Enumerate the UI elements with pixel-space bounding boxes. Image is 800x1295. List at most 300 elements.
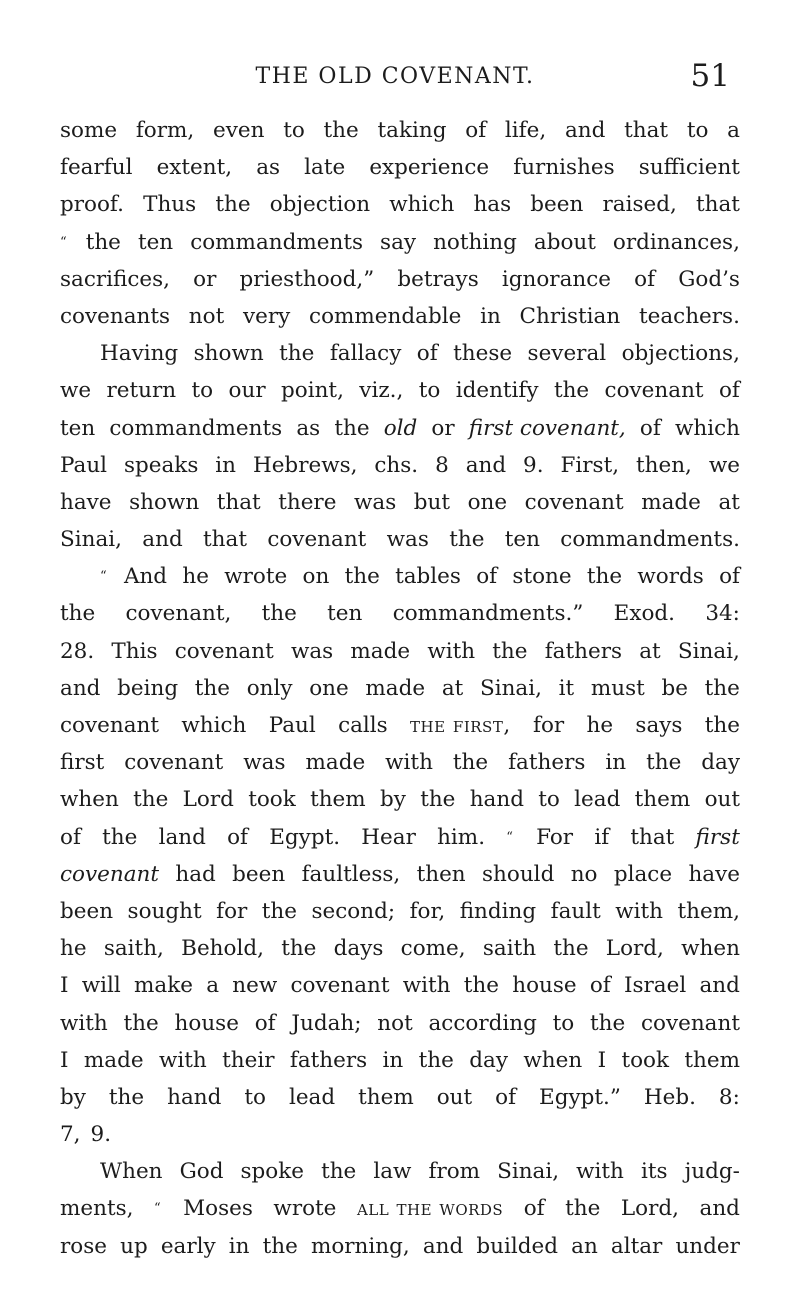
word: fearful — [60, 155, 133, 181]
word: when — [523, 1047, 583, 1073]
word: commandments.” — [392, 601, 584, 627]
word: and — [699, 973, 740, 999]
word: with — [427, 638, 476, 664]
word: lead — [288, 1084, 336, 1110]
text-line — [60, 186, 740, 223]
word: days — [333, 936, 384, 962]
word: them — [684, 1047, 740, 1073]
word: proof. — [60, 192, 124, 218]
word: day — [469, 1047, 508, 1073]
word: be — [661, 675, 688, 701]
word: first — [60, 750, 105, 776]
word: the — [553, 936, 589, 962]
word: and — [564, 118, 606, 143]
opening-quote-mark: “ — [60, 234, 67, 250]
word: of — [718, 378, 740, 404]
word: by — [379, 787, 406, 813]
word: When — [100, 1159, 163, 1185]
word: chs. — [374, 452, 419, 478]
word: Israel — [624, 973, 687, 999]
word: with — [402, 973, 451, 999]
word: the — [261, 898, 297, 924]
word: ten — [137, 229, 174, 255]
word: to — [552, 1010, 575, 1036]
word: then, — [636, 452, 692, 478]
word: the — [344, 564, 380, 590]
word: wrote — [224, 564, 288, 590]
word: God — [179, 1159, 224, 1185]
word: fathers — [544, 638, 623, 664]
word: early — [160, 1233, 216, 1259]
word: have — [688, 861, 740, 887]
word: it — [558, 675, 575, 701]
text-line — [60, 670, 740, 707]
word: with — [158, 1047, 207, 1073]
word: will — [81, 973, 121, 999]
word: saith — [482, 936, 537, 962]
word: the — [321, 1159, 357, 1185]
word: morning, — [310, 1233, 410, 1259]
word: priesthood,” — [239, 266, 375, 292]
word: the — [463, 973, 499, 999]
word: at — [639, 638, 661, 664]
word: day — [701, 750, 740, 776]
word: hand — [469, 787, 524, 813]
word: place — [613, 861, 673, 887]
word: tables — [395, 564, 461, 590]
word: the — [565, 1196, 601, 1222]
word: house — [174, 1010, 239, 1036]
word: ten — [327, 601, 363, 627]
word: them, — [677, 898, 740, 924]
word: Sinai, — [60, 527, 122, 553]
word: on — [302, 564, 330, 590]
word: says — [635, 713, 683, 738]
word: sought — [127, 898, 202, 924]
word: of — [465, 118, 487, 143]
word: made — [305, 750, 366, 776]
word: 9. — [90, 1122, 112, 1148]
word: under — [675, 1233, 740, 1259]
word: and — [422, 1233, 464, 1259]
page-number: 51 — [690, 58, 730, 94]
word: Judah; — [291, 1010, 362, 1036]
word: spoke — [240, 1159, 305, 1185]
text-line — [60, 521, 740, 558]
word: make — [134, 973, 193, 999]
word: had — [175, 861, 216, 887]
word: was — [353, 489, 397, 515]
word: Having — [100, 341, 179, 367]
word: with — [615, 898, 664, 924]
word: covenant — [174, 638, 274, 664]
word: identify — [455, 378, 539, 404]
text-line — [60, 261, 740, 298]
word: new — [232, 973, 278, 999]
word: Paul — [268, 713, 316, 738]
word: even — [213, 118, 265, 143]
word: ten — [60, 415, 96, 441]
text-line — [60, 1228, 740, 1265]
word: made — [641, 489, 701, 515]
opening-quote-mark: “ — [100, 569, 107, 585]
word: calls — [338, 713, 388, 738]
text-line — [60, 856, 740, 893]
small-caps-emphasis: all the words — [356, 1196, 504, 1222]
word: and — [60, 675, 101, 701]
word: made — [365, 675, 426, 701]
word: him. — [437, 824, 486, 850]
word: and — [699, 1196, 740, 1222]
word: 8: — [718, 1084, 740, 1110]
italic-emphasis: first covenant, — [468, 415, 626, 441]
word: was — [290, 638, 334, 664]
word: he — [182, 564, 209, 590]
word: builded — [476, 1233, 559, 1259]
word: of — [634, 266, 656, 292]
word: the — [85, 229, 121, 255]
word: commendable — [309, 303, 462, 329]
word: For — [536, 824, 574, 850]
word: I — [60, 1047, 69, 1073]
word: Exod. — [613, 601, 676, 627]
word: experience — [369, 155, 490, 181]
text-line — [60, 1079, 740, 1116]
word: Sinai, — [677, 638, 740, 664]
word: covenant — [524, 489, 624, 515]
word: 34: — [705, 601, 740, 627]
word: when — [60, 787, 119, 813]
text-line — [60, 484, 740, 521]
word: was — [243, 750, 286, 776]
text-line — [60, 744, 740, 781]
word: life, — [504, 118, 547, 143]
text-line — [60, 224, 740, 261]
word: as — [256, 155, 281, 181]
word: out — [436, 1084, 473, 1110]
word: Lord, — [605, 936, 664, 962]
word: the — [60, 601, 96, 627]
word: them — [310, 787, 366, 813]
word: some — [60, 118, 118, 143]
word: a — [727, 118, 740, 143]
word: judg- — [684, 1159, 740, 1185]
word: covenant — [124, 750, 224, 776]
word: the — [215, 192, 251, 218]
word: the — [589, 1010, 626, 1036]
word: 28. — [60, 638, 95, 664]
word: the — [334, 415, 370, 441]
word: 9. — [523, 452, 544, 478]
word: we — [60, 378, 92, 404]
word: the — [108, 1084, 145, 1110]
text-line — [60, 1116, 740, 1153]
word: ments, — [60, 1196, 134, 1222]
word: covenant — [604, 378, 704, 404]
word: in — [480, 303, 501, 329]
word: And — [123, 564, 168, 590]
word: the — [553, 378, 590, 404]
word: Egypt.” — [539, 1084, 621, 1110]
word: point, — [281, 378, 344, 404]
word: their — [222, 1047, 275, 1073]
word: only — [246, 675, 293, 701]
italic-emphasis: first — [695, 824, 740, 850]
word: form, — [135, 118, 195, 143]
word: viz., — [359, 378, 404, 404]
word: finding — [459, 898, 537, 924]
opening-quote-mark: “ — [153, 1201, 161, 1217]
word: should — [482, 861, 555, 887]
word: them — [358, 1084, 414, 1110]
italic-emphasis: covenant — [60, 861, 160, 887]
word: altar — [610, 1233, 663, 1259]
word: Sinai, — [497, 1159, 560, 1185]
word: its — [640, 1159, 668, 1185]
word: took — [248, 787, 296, 813]
word: raised, — [602, 192, 677, 218]
word: there — [278, 489, 337, 515]
word: extent, — [156, 155, 233, 181]
word: have — [60, 489, 112, 515]
word: that — [695, 192, 740, 218]
text-line — [60, 372, 740, 409]
word: the — [492, 638, 528, 664]
word: these — [453, 341, 513, 367]
word: the — [123, 1010, 159, 1036]
word: made — [350, 638, 411, 664]
word: second; — [311, 898, 396, 924]
text-line — [60, 967, 740, 1004]
word: and — [142, 527, 183, 553]
text-line — [60, 112, 740, 149]
word: commandments — [190, 229, 364, 255]
text-line — [60, 149, 740, 186]
text-line — [60, 1153, 740, 1190]
word: betrays — [397, 266, 479, 292]
word: covenant — [640, 1010, 740, 1036]
word: to — [686, 118, 709, 143]
word: of — [523, 1196, 545, 1222]
word: with — [576, 1159, 624, 1185]
word: Thus — [143, 192, 197, 218]
word: Egypt. — [269, 824, 341, 850]
word: several — [527, 341, 607, 367]
text-line — [60, 1005, 740, 1042]
word: the — [646, 750, 682, 776]
word: he — [586, 713, 614, 738]
word: to — [538, 787, 560, 813]
word: or — [193, 266, 217, 292]
word: according — [428, 1010, 537, 1036]
word: the — [262, 1233, 298, 1259]
word: our — [228, 378, 266, 404]
word: which — [181, 713, 247, 738]
word: ignorance — [501, 266, 612, 292]
text-line — [60, 335, 740, 372]
word: fathers — [508, 750, 586, 776]
word: but — [413, 489, 451, 515]
word: made — [83, 1047, 144, 1073]
word: at — [441, 675, 464, 701]
text-line — [60, 1042, 740, 1079]
small-caps-emphasis: the first, — [410, 713, 511, 738]
text-line — [60, 558, 740, 595]
word: Heb. — [643, 1084, 696, 1110]
word: the — [704, 713, 740, 738]
word: Christian — [519, 303, 621, 329]
word: a — [206, 973, 220, 999]
word: the — [133, 787, 169, 813]
word: fathers — [289, 1047, 368, 1073]
word: of — [227, 824, 248, 850]
word: 8 — [435, 452, 449, 478]
text-line — [60, 447, 740, 484]
word: house — [512, 973, 577, 999]
word: objection — [269, 192, 371, 218]
word: of — [254, 1010, 276, 1036]
word: late — [304, 155, 346, 181]
word: teachers. — [638, 303, 740, 329]
word: very — [242, 303, 291, 329]
word: the — [449, 527, 485, 553]
word: law — [373, 1159, 412, 1185]
word: that — [630, 824, 675, 850]
word: taking — [377, 118, 447, 143]
word: the — [102, 824, 138, 850]
word: shown — [193, 341, 264, 367]
word: covenants — [60, 303, 171, 329]
word: from — [428, 1159, 481, 1185]
word: Lord, — [620, 1196, 679, 1222]
word: which — [389, 192, 455, 218]
word: sacrifices, — [60, 266, 171, 292]
text-line — [60, 930, 740, 967]
word: ordinances, — [612, 229, 740, 255]
word: saith, — [103, 936, 164, 962]
word: which — [674, 415, 740, 441]
word: This — [111, 638, 158, 664]
word: being — [117, 675, 179, 701]
word: rose — [60, 1233, 107, 1259]
word: in — [215, 452, 237, 478]
word: speaks — [123, 452, 199, 478]
word: faultless, — [301, 861, 401, 887]
word: been — [60, 898, 114, 924]
word: commandments — [109, 415, 283, 441]
word: that — [216, 489, 261, 515]
word: in — [605, 750, 627, 776]
word: God’s — [678, 266, 740, 292]
word: of — [60, 824, 81, 850]
word: I — [60, 973, 69, 999]
word: then — [416, 861, 466, 887]
word: of — [476, 564, 498, 590]
word: the — [281, 936, 317, 962]
word: when — [681, 936, 740, 962]
word: First, — [560, 452, 620, 478]
word: words — [637, 564, 704, 590]
word: took — [621, 1047, 669, 1073]
text-line — [60, 819, 740, 856]
word: the — [452, 750, 489, 776]
word: of — [589, 973, 611, 999]
word: for — [216, 898, 248, 924]
word: the — [323, 118, 359, 143]
word: land — [158, 824, 206, 850]
text-line — [60, 410, 740, 447]
word: one — [309, 675, 349, 701]
word: furnishes — [513, 155, 615, 181]
word: wrote — [273, 1196, 337, 1222]
word: the — [279, 341, 315, 367]
word: in — [382, 1047, 404, 1073]
word: he — [60, 936, 87, 962]
word: that — [203, 527, 247, 553]
word: fault — [550, 898, 601, 924]
word: lead — [574, 787, 621, 813]
word: has — [473, 192, 512, 218]
word: the — [261, 601, 297, 627]
word: them — [634, 787, 691, 813]
word: shown — [129, 489, 200, 515]
word: that — [624, 118, 669, 143]
word: for, — [409, 898, 446, 924]
word: Hear — [361, 824, 416, 850]
word: the — [194, 675, 231, 701]
word: to — [283, 118, 305, 143]
word: and — [465, 452, 507, 478]
word: Hebrews, — [252, 452, 358, 478]
word: objections, — [621, 341, 740, 367]
word: at — [718, 489, 740, 515]
word: ten — [504, 527, 540, 553]
word: one — [467, 489, 508, 515]
word: the — [420, 787, 456, 813]
word: up — [120, 1233, 148, 1259]
word: as — [296, 415, 321, 441]
word: out — [704, 787, 740, 813]
word: about — [533, 229, 596, 255]
word: I — [597, 1047, 607, 1073]
word: stone — [512, 564, 572, 590]
word: to — [244, 1084, 266, 1110]
word: say — [380, 229, 417, 255]
text-line — [60, 633, 740, 670]
word: no — [570, 861, 598, 887]
word: in — [228, 1233, 250, 1259]
word: the — [586, 564, 623, 590]
word: if — [594, 824, 610, 850]
word: covenant — [267, 527, 367, 553]
word: we — [708, 452, 740, 478]
body-text — [60, 112, 740, 1265]
word: of — [416, 341, 438, 367]
word: covenant — [290, 973, 390, 999]
word: covenant, — [125, 601, 232, 627]
word: to — [418, 378, 441, 404]
running-head — [60, 58, 730, 98]
text-line — [60, 595, 740, 632]
text-line — [60, 1190, 740, 1227]
word: of — [639, 415, 661, 441]
opening-quote-mark: “ — [506, 829, 513, 845]
word: come, — [400, 936, 466, 962]
word: nothing — [433, 229, 517, 255]
word: for — [533, 713, 565, 738]
word: not — [377, 1010, 413, 1036]
word: with — [60, 1010, 108, 1036]
